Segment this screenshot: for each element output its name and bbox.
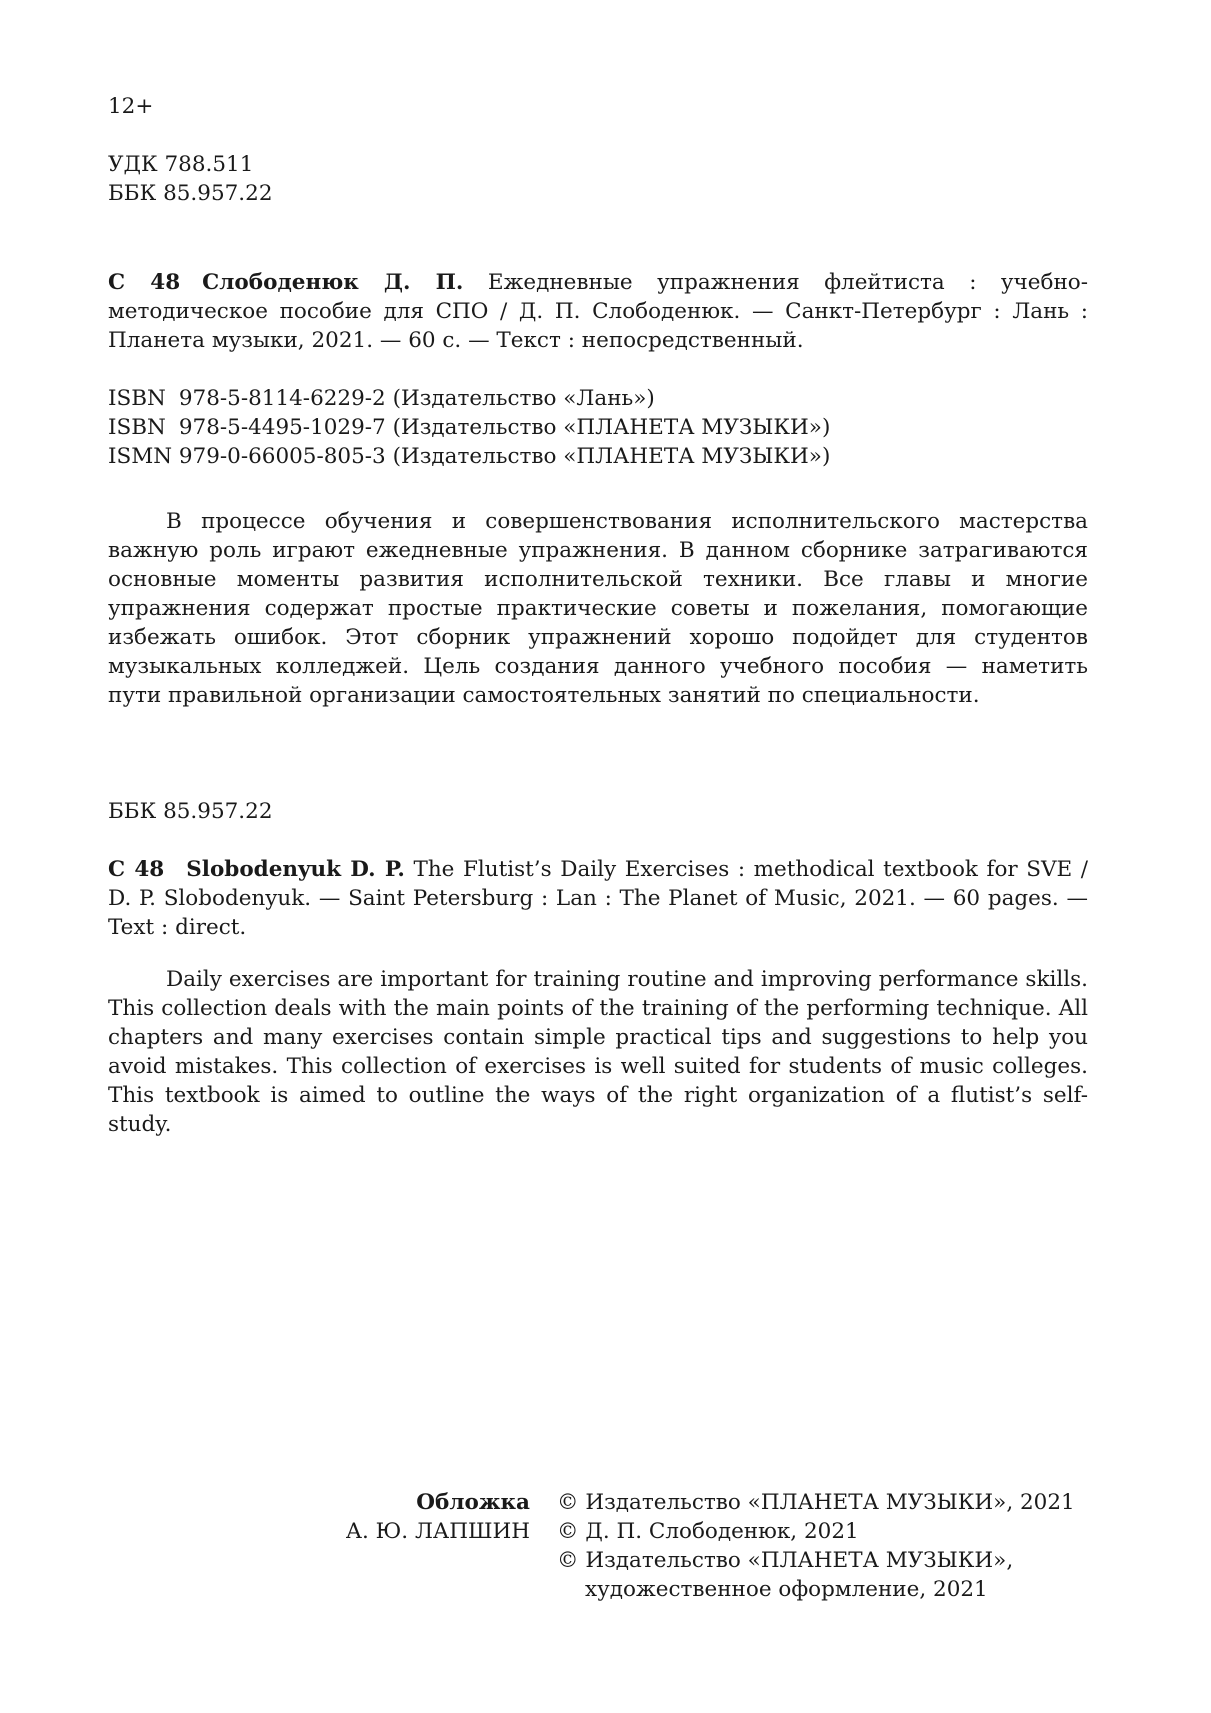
en-bib-code: С 48	[108, 857, 165, 882]
age-rating: 12+	[108, 94, 154, 119]
ru-bib-author: Слободенюк Д. П.	[202, 270, 464, 295]
en-abstract: Daily exercises are important for training routine and improving performance skills. This collection deals with the main points of the training of the performing technique. All chapters and many exercises contain simple practical tips and suggestions to help you avoid mistakes. This collection of exercises is well suited for students of music colleges. This textbook is aimed to outline the ways of the right organization of a flutist’s self-study.	[108, 967, 1088, 1137]
ru-abstract: В процессе обучения и совершенствования исполнительского мастерства важную роль играют ежедневные упражнения. В данном сборнике затрагиваются основные моменты развития исполнительской техники. Все главы и многие упражнения содержат простые практические советы и пожелания, помогающие избежать ошибок. Этот сборник упражнений хорошо подойдет для студентов музыкальных колледжей. Цель создания данного учебного пособия — наметить пути правильной организации самостоятельных занятий по специальности.	[108, 509, 1088, 708]
cover-label: Обложка	[416, 1490, 530, 1515]
udk-code: УДК 788.511	[108, 152, 254, 177]
isbn-row: ISBN 978-5-4495-1029-7 (Издательство «ПЛАНЕТА МУЗЫКИ»)	[108, 415, 831, 440]
en-bibliographic-record	[108, 855, 1088, 942]
bbk-code: ББК 85.957.22	[108, 181, 273, 206]
copyright-line: © Д. П. Слободенюк, 2021	[557, 1519, 859, 1544]
ru-bib-text: Ежедневные упражнения флейтиста : учебно-методическое пособие для СПО / Д. П. Слободенюк. — Санкт-Петербург : Лань : Планета музыки, 2021. — 60 с. — Текст : непосредственный.	[108, 270, 1088, 353]
isbn-row: ISBN 978-5-8114-6229-2 (Издательство «Лань»)	[108, 386, 655, 411]
copyright-line: © Издательство «ПЛАНЕТА МУЗЫКИ»,	[557, 1548, 1014, 1573]
isbn-list	[108, 384, 830, 471]
copyright-line: художественное оформление, 2021	[585, 1577, 988, 1602]
en-bib-text: The Flutist’s Daily Exercises : methodical textbook for SVE / D. P. Slobodenyuk. — Saint Petersburg : Lan : The Planet of Music, 2021. — 60 pages. — Text : direct.	[108, 857, 1088, 940]
ismn-row: ISMN 979-0-66005-805-3 (Издательство «ПЛАНЕТА МУЗЫКИ»)	[108, 444, 831, 469]
cover-artist: А. Ю. ЛАПШИН	[345, 1519, 530, 1544]
en-bib-author: Slobodenyuk D. P.	[186, 857, 405, 882]
ru-bib-code: С 48	[108, 270, 181, 295]
classification-codes	[108, 150, 273, 208]
copyright-line: © Издательство «ПЛАНЕТА МУЗЫКИ», 2021	[557, 1490, 1075, 1515]
bbk-code-en: ББК 85.957.22	[108, 799, 273, 824]
ru-bibliographic-record	[108, 268, 1088, 355]
